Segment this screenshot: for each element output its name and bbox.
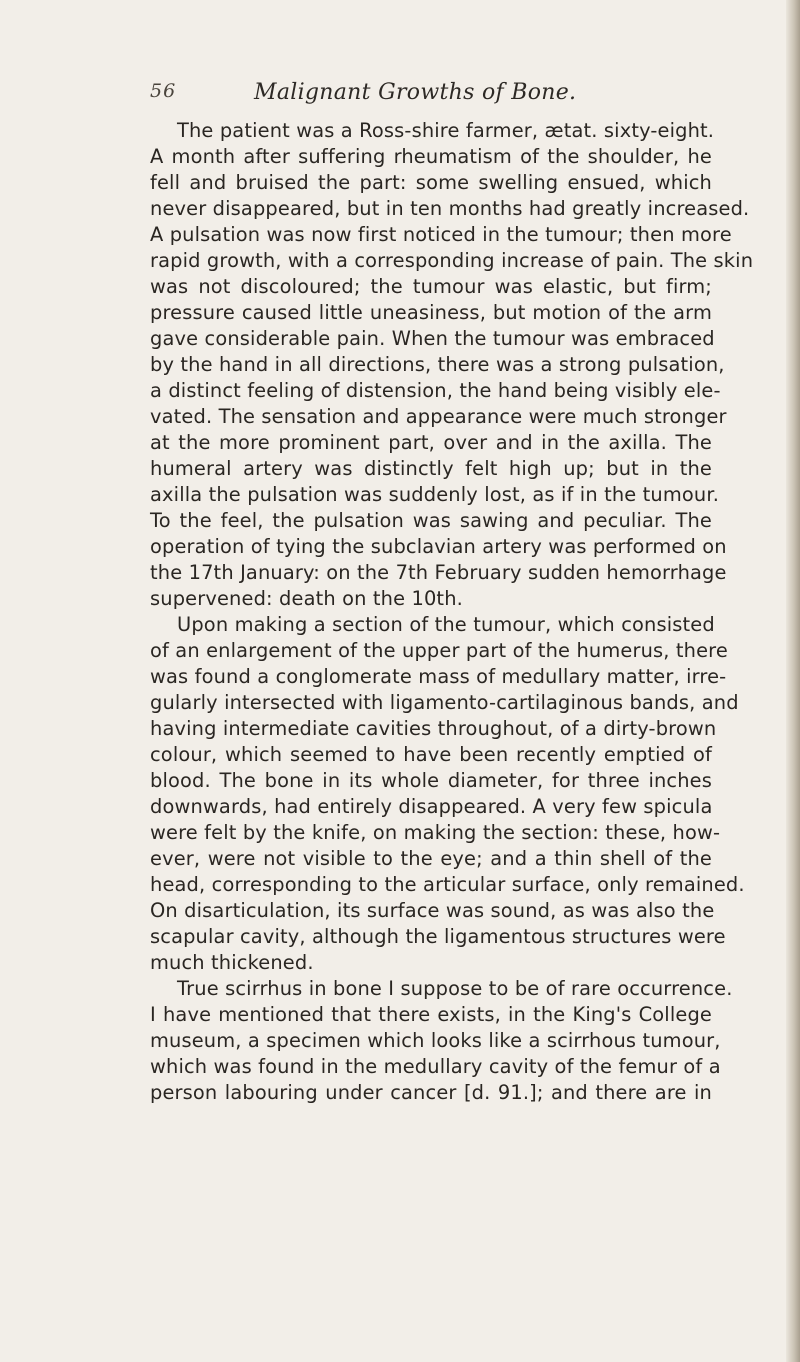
text-line: having intermediate cavities throughout, of a dirty-brown (150, 717, 717, 740)
text-line: much thickened. (150, 951, 314, 974)
body-text (150, 118, 754, 1106)
text-line: A pulsation was now first noticed in the tumour; then more (150, 223, 732, 246)
text-line: by the hand in all directions, there was a strong pulsation, (150, 353, 725, 376)
text-line: supervened: death on the 10th. (150, 587, 463, 610)
text-line: a distinct feeling of distension, the hand being visibly ele- (150, 379, 721, 402)
page-header (150, 80, 577, 110)
text-line: the 17th January: on the 7th February sudden hemorrhage (150, 561, 727, 584)
text-line: never disappeared, but in ten months had greatly increased. (150, 197, 750, 220)
text-line: ever, were not visible to the eye; and a thin shell of the (150, 847, 712, 870)
running-head: Malignant Growths of Bone. (254, 80, 577, 105)
text-line: of an enlargement of the upper part of the humerus, there (150, 639, 728, 662)
text-line: I have mentioned that there exists, in the King's College (150, 1003, 712, 1026)
text-line: person labouring under cancer [d. 91.]; and there are in (150, 1081, 712, 1104)
text-line: operation of tying the subclavian artery was performed on (150, 535, 727, 558)
text-line: museum, a specimen which looks like a scirrhous tumour, (150, 1029, 721, 1052)
text-line: downwards, had entirely disappeared. A very few spicula (150, 795, 713, 818)
text-line: gave considerable pain. When the tumour was embraced (150, 327, 715, 350)
text-line: gularly intersected with ligamento-cartilaginous bands, and (150, 691, 739, 714)
text-line: rapid growth, with a corresponding increase of pain. The skin (150, 249, 754, 272)
text-line: To the feel, the pulsation was sawing and peculiar. The (150, 509, 712, 532)
text-line: which was found in the medullary cavity of the femur of a (150, 1055, 721, 1078)
text-line: The patient was a Ross-shire farmer, ætat. sixty-eight. (177, 119, 715, 142)
text-line: vated. The sensation and appearance were much stronger (150, 405, 727, 428)
text-line: colour, which seemed to have been recently emptied of (150, 743, 712, 766)
text-line: pressure caused little uneasiness, but motion of the arm (150, 301, 712, 324)
text-line: On disarticulation, its surface was sound, as was also the (150, 899, 715, 922)
text-line: axilla the pulsation was suddenly lost, as if in the tumour. (150, 483, 720, 506)
text-line: A month after suffering rheumatism of the shoulder, he (150, 145, 712, 168)
text-line: humeral artery was distinctly felt high up; but in the (150, 457, 712, 480)
text-line: head, corresponding to the articular surface, only remained. (150, 873, 745, 896)
page-number: 56 (150, 80, 177, 102)
text-line: blood. The bone in its whole diameter, for three inches (150, 769, 712, 792)
page-edge-shadow (786, 0, 800, 1362)
text-line: fell and bruised the part: some swelling ensued, which (150, 171, 712, 194)
text-line: Upon making a section of the tumour, which consisted (177, 613, 715, 636)
text-line: True scirrhus in bone I suppose to be of rare occurrence. (177, 977, 733, 1000)
text-line: were felt by the knife, on making the section: these, how- (150, 821, 721, 844)
text-line: at the more prominent part, over and in the axilla. The (150, 431, 712, 454)
text-line: was not discoloured; the tumour was elastic, but firm; (150, 275, 712, 298)
text-line: was found a conglomerate mass of medullary matter, irre- (150, 665, 727, 688)
text-line: scapular cavity, although the ligamentous structures were (150, 925, 726, 948)
